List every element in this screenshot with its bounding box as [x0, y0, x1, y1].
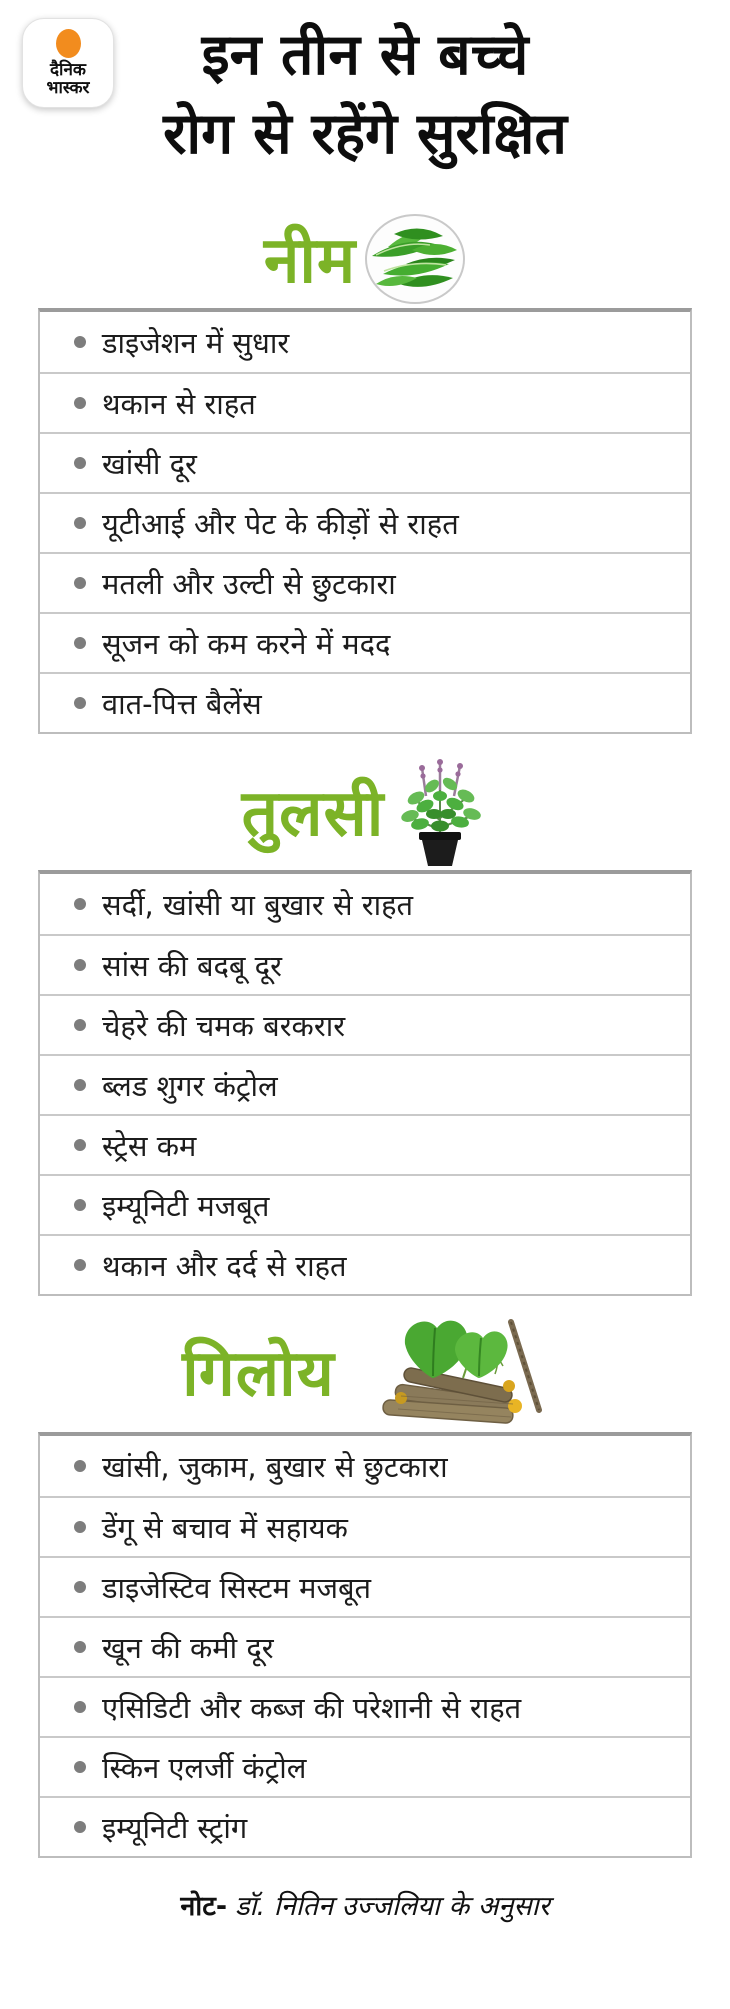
bullet-icon: [74, 1581, 86, 1593]
bullet-icon: [74, 1019, 86, 1031]
section-title-giloy: गिलोय: [182, 1337, 335, 1412]
bullet-icon: [74, 517, 86, 529]
benefit-text: सर्दी, खांसी या बुखार से राहत: [102, 887, 414, 922]
list-item: [40, 1616, 690, 1676]
list-item: [40, 994, 690, 1054]
list-item: [40, 372, 690, 432]
benefit-text: डाइजेशन में सुधार: [102, 325, 290, 360]
list-item: [40, 492, 690, 552]
bullet-icon: [74, 1139, 86, 1151]
section-heading-giloy: [0, 1316, 730, 1432]
list-item: [40, 1114, 690, 1174]
logo-line2: भास्कर: [46, 78, 90, 98]
benefit-text: डेंगू से बचाव में सहायक: [102, 1510, 348, 1545]
list-item: [40, 1234, 690, 1294]
bullet-icon: [74, 1821, 86, 1833]
tulsi-plant-icon: [392, 756, 488, 872]
benefit-text: खांसी दूर: [102, 446, 197, 481]
note-text: डॉ. नितिन उज्जलिया के अनुसार: [235, 1891, 550, 1923]
benefit-text: स्ट्रेस कम: [102, 1128, 197, 1163]
bullet-icon: [74, 1199, 86, 1211]
bullet-icon: [74, 1641, 86, 1653]
benefits-list-neem: [40, 312, 690, 732]
list-item: [40, 312, 690, 372]
neem-leaves-icon: [364, 213, 466, 309]
benefit-text: वात-पित्त बैलेंस: [102, 686, 262, 721]
bullet-icon: [74, 1701, 86, 1713]
benefits-box-giloy: [38, 1432, 692, 1858]
benefit-text: थकान और दर्द से राहत: [102, 1248, 347, 1283]
bullet-icon: [74, 697, 86, 709]
list-item: [40, 1556, 690, 1616]
benefit-text: खांसी, जुकाम, बुखार से छुटकारा: [102, 1449, 448, 1484]
benefit-text: इम्यूनिटी स्ट्रांग: [102, 1810, 248, 1845]
list-item: [40, 1796, 690, 1856]
giloy-stems-icon: [343, 1314, 548, 1434]
bullet-icon: [74, 898, 86, 910]
section-title-tulsi: तुलसी: [241, 777, 385, 852]
bullet-icon: [74, 1079, 86, 1091]
bullet-icon: [74, 457, 86, 469]
benefit-text: इम्यूनिटी मजबूत: [102, 1188, 270, 1223]
bullet-icon: [74, 1460, 86, 1472]
list-item: [40, 432, 690, 492]
bullet-icon: [74, 397, 86, 409]
benefits-list-giloy: [40, 1436, 690, 1856]
bullet-icon: [74, 1259, 86, 1271]
logo-line1: दैनिक: [50, 59, 86, 80]
list-item: [40, 552, 690, 612]
bullet-icon: [74, 1521, 86, 1533]
list-item: [40, 672, 690, 732]
benefit-text: यूटीआई और पेट के कीड़ों से राहत: [102, 506, 459, 541]
bullet-icon: [74, 1761, 86, 1773]
list-item: [40, 874, 690, 934]
list-item: [40, 1436, 690, 1496]
section-title-neem: नीम: [263, 223, 357, 298]
benefit-text: स्किन एलर्जी कंट्रोल: [102, 1750, 307, 1785]
benefit-text: सांस की बदबू दूर: [102, 948, 282, 983]
bullet-icon: [74, 959, 86, 971]
benefit-text: एसिडिटी और कब्ज की परेशानी से राहत: [102, 1690, 522, 1725]
benefit-text: थकान से राहत: [102, 386, 256, 421]
footer-note: [0, 1886, 730, 1923]
benefits-list-tulsi: [40, 874, 690, 1294]
list-item: [40, 1174, 690, 1234]
benefit-text: ब्लड शुगर कंट्रोल: [102, 1068, 278, 1103]
list-item: [40, 1676, 690, 1736]
benefit-text: खून की कमी दूर: [102, 1630, 274, 1665]
benefit-text: डाइजेस्टिव सिस्टम मजबूत: [102, 1570, 372, 1605]
section-heading-tulsi: [0, 758, 730, 870]
logo-text: [47, 61, 90, 98]
bullet-icon: [74, 336, 86, 348]
benefits-box-tulsi: [38, 870, 692, 1296]
section-heading-neem: [0, 213, 730, 308]
list-item: [40, 1496, 690, 1556]
list-item: [40, 1736, 690, 1796]
benefit-text: मतली और उल्टी से छुटकारा: [102, 566, 396, 601]
note-label: नोट-: [180, 1891, 228, 1923]
title-line1: इन तीन से बच्चे: [201, 22, 529, 88]
benefit-text: चेहरे की चमक बरकरार: [102, 1008, 346, 1043]
benefit-text: सूजन को कम करने में मदद: [102, 626, 391, 661]
bullet-icon: [74, 637, 86, 649]
sun-icon: [56, 29, 81, 58]
dainik-bhaskar-logo: [22, 18, 114, 108]
list-item: [40, 1054, 690, 1114]
title-line2: रोग से रहेंगे सुरक्षित: [163, 100, 567, 167]
list-item: [40, 612, 690, 672]
bullet-icon: [74, 577, 86, 589]
list-item: [40, 934, 690, 994]
benefits-box-neem: [38, 308, 692, 734]
